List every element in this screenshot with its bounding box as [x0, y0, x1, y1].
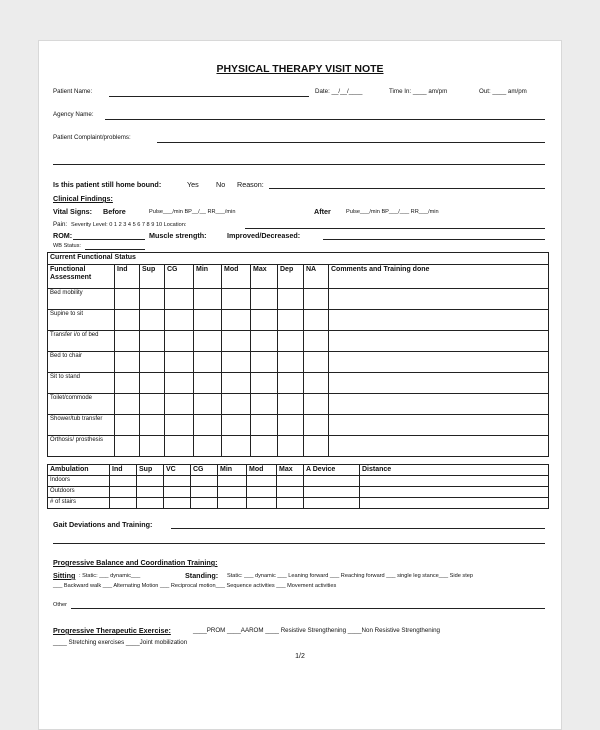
cell[interactable] — [115, 310, 140, 331]
before-label: Before — [103, 207, 126, 216]
improved-decreased-field[interactable] — [323, 239, 545, 240]
amb-header-vc: VC — [164, 465, 191, 476]
cell[interactable] — [165, 289, 194, 310]
cell[interactable] — [194, 415, 222, 436]
patient-name-field[interactable] — [109, 96, 309, 97]
cell[interactable] — [194, 436, 222, 457]
cell[interactable] — [278, 310, 304, 331]
muscle-strength-label: Muscle strength: — [149, 231, 207, 240]
clinical-findings-heading: Clinical Findings: — [53, 194, 113, 203]
cell[interactable] — [140, 394, 165, 415]
cell[interactable] — [165, 310, 194, 331]
functional-status-table — [47, 252, 549, 457]
cell[interactable] — [194, 331, 222, 352]
cell[interactable] — [140, 331, 165, 352]
row-label-orthosis: Orthosis/ prosthesis — [48, 436, 115, 457]
table-row — [48, 436, 549, 457]
cell[interactable] — [140, 289, 165, 310]
row-label-sit-to-stand: Sit to stand — [48, 373, 115, 394]
cell[interactable] — [164, 487, 191, 498]
cell[interactable] — [115, 331, 140, 352]
home-bound-yes[interactable]: Yes — [187, 180, 199, 189]
cell[interactable] — [194, 289, 222, 310]
cell[interactable] — [115, 289, 140, 310]
pain-label: Pain: — [53, 221, 68, 228]
cell[interactable] — [218, 487, 247, 498]
amb-header-mod: Mod — [247, 465, 277, 476]
cell[interactable] — [278, 415, 304, 436]
date-label[interactable]: Date: __/__/____ — [315, 88, 363, 95]
amb-header-cg: CG — [191, 465, 218, 476]
cell[interactable] — [304, 310, 329, 331]
cell[interactable] — [251, 436, 278, 457]
amb-row-indoors: Indoors — [48, 476, 110, 487]
cell[interactable] — [110, 498, 137, 509]
cell[interactable] — [222, 310, 251, 331]
cell[interactable] — [304, 415, 329, 436]
agency-name-label: Agency Name: — [53, 111, 94, 118]
cell[interactable] — [137, 476, 164, 487]
cell[interactable] — [278, 394, 304, 415]
cell[interactable] — [304, 436, 329, 457]
cell[interactable] — [191, 476, 218, 487]
cell[interactable] — [277, 476, 304, 487]
cell[interactable] — [329, 352, 549, 373]
standing-label: Standing: — [185, 571, 219, 580]
form-page — [38, 40, 562, 730]
cell[interactable] — [277, 487, 304, 498]
table-row — [48, 487, 549, 498]
cell[interactable] — [110, 487, 137, 498]
exercise-options-row2[interactable]: ____ Stretching exercises ____Joint mobilization — [53, 639, 188, 646]
standing-options[interactable]: Static: ___ dynamic ___ Leaning forward ___ Reaching forward ___ single leg stance___ Side step — [227, 573, 473, 579]
col-header-dep: Dep — [278, 265, 304, 289]
cell[interactable] — [304, 289, 329, 310]
cell[interactable] — [251, 310, 278, 331]
cell[interactable] — [304, 487, 360, 498]
table-row — [48, 415, 549, 436]
row-label-bed-mobility: Bed mobility — [48, 289, 115, 310]
table-row — [48, 331, 549, 352]
col-header-mod: Mod — [222, 265, 251, 289]
row-label-bed-to-chair: Bed to chair — [48, 352, 115, 373]
table-row — [48, 476, 549, 487]
cell[interactable] — [165, 415, 194, 436]
col-header-sup: Sup — [140, 265, 165, 289]
amb-row-outdoors: Outdoors — [48, 487, 110, 498]
table-row — [48, 498, 549, 509]
cell[interactable] — [222, 436, 251, 457]
amb-header-sup: Sup — [137, 465, 164, 476]
cell[interactable] — [251, 394, 278, 415]
cell[interactable] — [222, 373, 251, 394]
table-row — [48, 394, 549, 415]
time-in-label[interactable]: Time In: ____ am/pm — [389, 88, 448, 95]
before-vitals[interactable]: Pulse___/min BP__/__ RR___/min — [149, 209, 236, 215]
cell[interactable] — [251, 289, 278, 310]
cell[interactable] — [360, 487, 549, 498]
pain-severity-scale[interactable]: Severity Level: 0 1 2 3 4 5 6 7 8 9 10 Location: — [71, 222, 187, 228]
cell[interactable] — [360, 476, 549, 487]
cell[interactable] — [247, 476, 277, 487]
page-number: 1/2 — [295, 653, 305, 660]
rom-label: ROM: — [53, 231, 73, 240]
row-label-shower-tub: Shower/tub transfer — [48, 415, 115, 436]
time-out-label[interactable]: Out: ____ am/pm — [479, 88, 527, 95]
cell[interactable] — [278, 373, 304, 394]
gait-field-2[interactable] — [53, 543, 545, 544]
cell[interactable] — [115, 415, 140, 436]
cell[interactable] — [165, 373, 194, 394]
table-row — [48, 310, 549, 331]
wb-status-label: WB Status: — [53, 243, 81, 249]
gait-label: Gait Deviations and Training: — [53, 520, 153, 529]
cell[interactable] — [115, 394, 140, 415]
cell[interactable] — [140, 373, 165, 394]
complaint-label: Patient Complaint/problems: — [53, 134, 131, 141]
row-label-transfer-bed: Transfer i/o of bed — [48, 331, 115, 352]
cell[interactable] — [304, 498, 360, 509]
cell[interactable] — [329, 289, 549, 310]
vital-signs-label: Vital Signs: — [53, 207, 93, 216]
cell[interactable] — [191, 498, 218, 509]
rom-field[interactable] — [73, 239, 145, 240]
col-header-na: NA — [304, 265, 329, 289]
cell[interactable] — [191, 487, 218, 498]
after-label: After — [314, 207, 331, 216]
cell[interactable] — [329, 373, 549, 394]
amb-header-device: A Device — [304, 465, 360, 476]
cell[interactable] — [222, 394, 251, 415]
cell[interactable] — [360, 498, 549, 509]
cell[interactable] — [165, 352, 194, 373]
balance-options-row2[interactable]: ___ Backward walk ___ Alternating Motion ___ Reciprocal motion___ Sequence activities ___ Movement activities — [53, 583, 337, 589]
amb-header-min: Min — [218, 465, 247, 476]
cell[interactable] — [304, 352, 329, 373]
agency-name-field[interactable] — [105, 119, 545, 120]
row-label-supine-to-sit: Supine to sit — [48, 310, 115, 331]
cell[interactable] — [194, 310, 222, 331]
cell[interactable] — [164, 476, 191, 487]
wb-status-field[interactable] — [85, 249, 145, 250]
table-row — [48, 289, 549, 310]
ambulation-table — [47, 464, 549, 509]
complaint-field-2[interactable] — [53, 164, 545, 165]
improved-decreased-label: Improved/Decreased: — [227, 231, 301, 240]
cell[interactable] — [329, 436, 549, 457]
cell[interactable] — [218, 476, 247, 487]
cell[interactable] — [329, 415, 549, 436]
cell[interactable] — [194, 394, 222, 415]
cell[interactable] — [165, 331, 194, 352]
cell[interactable] — [222, 415, 251, 436]
sitting-label: Sitting — [53, 571, 76, 580]
col-header-ind: Ind — [115, 265, 140, 289]
cell[interactable] — [277, 498, 304, 509]
col-header-min: Min — [194, 265, 222, 289]
home-bound-no[interactable]: No — [216, 180, 226, 189]
cell[interactable] — [251, 352, 278, 373]
other-field[interactable] — [71, 608, 545, 609]
amb-row-stairs: # of stairs — [48, 498, 110, 509]
cell[interactable] — [222, 331, 251, 352]
form-title: PHYSICAL THERAPY VISIT NOTE — [216, 63, 384, 75]
current-functional-status-heading: Current Functional Status — [48, 253, 549, 265]
cell[interactable] — [115, 373, 140, 394]
table-row — [48, 352, 549, 373]
col-header-comments: Comments and Training done — [329, 265, 549, 289]
ambulation-header: Ambulation — [48, 465, 110, 476]
cell[interactable] — [304, 373, 329, 394]
cell[interactable] — [194, 352, 222, 373]
cell[interactable] — [115, 436, 140, 457]
amb-header-max: Max — [277, 465, 304, 476]
cell[interactable] — [278, 331, 304, 352]
cell[interactable] — [222, 352, 251, 373]
amb-header-distance: Distance — [360, 465, 549, 476]
cell[interactable] — [329, 394, 549, 415]
cell[interactable] — [164, 498, 191, 509]
col-header-cg: CG — [165, 265, 194, 289]
after-vitals[interactable]: Pulse___/min BP___/___ RR___/min — [346, 209, 439, 215]
cell[interactable] — [251, 373, 278, 394]
cell[interactable] — [329, 310, 549, 331]
cell[interactable] — [165, 394, 194, 415]
functional-assessment-header: Functional Assessment — [48, 265, 115, 289]
cell[interactable] — [110, 476, 137, 487]
home-bound-label: Is this patient still home bound: — [53, 180, 162, 189]
cell[interactable] — [304, 394, 329, 415]
pain-location-field[interactable] — [245, 228, 545, 229]
cell[interactable] — [140, 415, 165, 436]
balance-heading: Progressive Balance and Coordination Training: — [53, 558, 218, 567]
exercise-options[interactable]: ____PROM ____AAROM ____ Resistive Strengthening ____Non Resistive Strengthening — [193, 627, 440, 634]
gait-field[interactable] — [171, 528, 545, 529]
cell[interactable] — [247, 498, 277, 509]
reason-field[interactable] — [269, 188, 545, 189]
cell[interactable] — [222, 289, 251, 310]
patient-name-label: Patient Name: — [53, 88, 93, 95]
row-label-toilet-commode: Toilet/commode — [48, 394, 115, 415]
complaint-field[interactable] — [157, 142, 545, 143]
cell[interactable] — [278, 352, 304, 373]
reason-label: Reason: — [237, 180, 264, 189]
exercise-heading: Progressive Therapeutic Exercise: — [53, 626, 171, 635]
cell[interactable] — [218, 498, 247, 509]
table-row — [48, 373, 549, 394]
amb-header-ind: Ind — [110, 465, 137, 476]
cell[interactable] — [251, 415, 278, 436]
cell[interactable] — [165, 436, 194, 457]
sitting-options[interactable]: : Static: ___ dynamic___ — [79, 573, 141, 579]
cell[interactable] — [137, 498, 164, 509]
other-label: Other — [53, 602, 67, 608]
cell[interactable] — [140, 436, 165, 457]
cell[interactable] — [304, 476, 360, 487]
cell[interactable] — [304, 331, 329, 352]
cell[interactable] — [140, 352, 165, 373]
col-header-max: Max — [251, 265, 278, 289]
cell[interactable] — [247, 487, 277, 498]
cell[interactable] — [278, 289, 304, 310]
cell[interactable] — [329, 331, 549, 352]
cell[interactable] — [137, 487, 164, 498]
cell[interactable] — [194, 373, 222, 394]
cell[interactable] — [278, 436, 304, 457]
cell[interactable] — [251, 331, 278, 352]
cell[interactable] — [115, 352, 140, 373]
cell[interactable] — [140, 310, 165, 331]
